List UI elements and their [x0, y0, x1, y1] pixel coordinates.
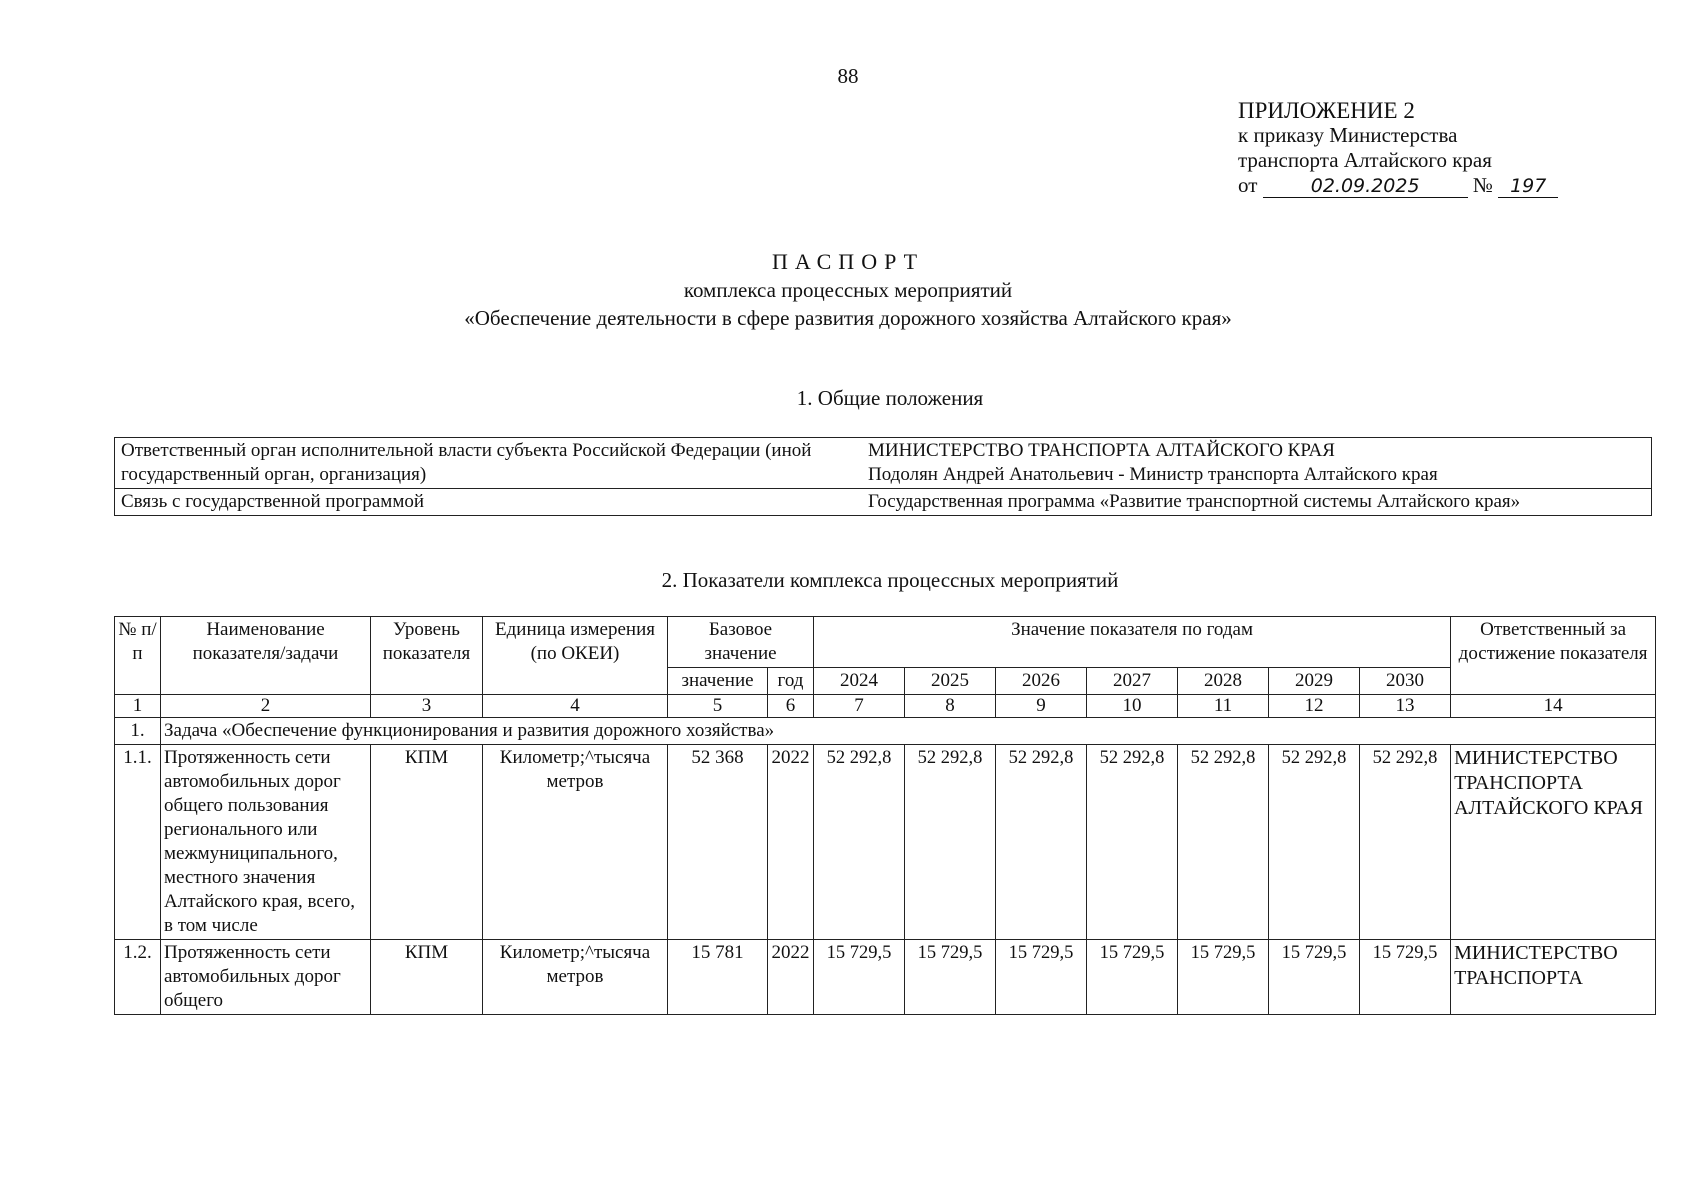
row-level: КПМ [371, 940, 483, 1015]
appendix-line-1: к приказу Министерства [1238, 123, 1458, 147]
document-subtitle: комплекса процессных мероприятий [683, 278, 1013, 302]
responsible-person: Подолян Андрей Анатольевич - Министр транспорта Алтайского края [868, 464, 1438, 485]
header-by-years: Значение показателя по годам [814, 617, 1451, 668]
row-base-year: 2022 [768, 745, 814, 940]
header-name: Наименование показателя/задачи [161, 617, 371, 695]
row-base-value: 52 368 [668, 745, 768, 940]
document-name: «Обеспечение деятельности в сфере развития дорожного хозяйства Алтайского края» [464, 306, 1232, 330]
column-number: 6 [768, 695, 814, 718]
number-label: № [1472, 173, 1493, 197]
row-value: 15 729,5 [1087, 940, 1178, 1015]
row-value: 15 729,5 [996, 940, 1087, 1015]
column-number: 3 [371, 695, 483, 718]
general-row-value: Государственная программа «Развитие транспортной системы Алтайского края» [862, 489, 1652, 516]
appendix-line-2: транспорта Алтайского края [1238, 148, 1492, 172]
document-title: ПАСПОРТ [771, 249, 925, 274]
row-value: 52 292,8 [1178, 745, 1269, 940]
column-number: 13 [1360, 695, 1451, 718]
page-number: 88 [837, 64, 859, 88]
appendix-block [1238, 98, 1558, 198]
column-number-row [115, 695, 1656, 718]
indicators-table [114, 616, 1655, 1015]
header-year: 2025 [905, 668, 996, 695]
row-value: 52 292,8 [814, 745, 905, 940]
section-1-heading: 1. Общие положения [796, 386, 984, 410]
row-value: 15 729,5 [1269, 940, 1360, 1015]
general-row [115, 438, 1652, 489]
column-number: 8 [905, 695, 996, 718]
column-number: 7 [814, 695, 905, 718]
row-name: Протяженность сети автомобильных дорог общего пользования регионального или межмуниципального, местного значения Алтайского края, всего, в том числе [161, 745, 371, 940]
header-year: 2030 [1360, 668, 1451, 695]
table-row [115, 745, 1656, 940]
task-text: Задача «Обеспечение функционирования и развития дорожного хозяйства» [161, 718, 1656, 745]
header-year: 2029 [1269, 668, 1360, 695]
column-number: 12 [1269, 695, 1360, 718]
header-year: 2024 [814, 668, 905, 695]
row-value: 15 729,5 [814, 940, 905, 1015]
header-unit: Единица измерения (по ОКЕИ) [483, 617, 668, 695]
row-unit: Километр;^тысяча метров [483, 940, 668, 1015]
row-value: 15 729,5 [1360, 940, 1451, 1015]
row-responsible: МИНИСТЕРСТВО ТРАНСПОРТА [1451, 940, 1656, 1015]
header-responsible: Ответственный за достижение показателя [1451, 617, 1656, 695]
order-date: 02.09.2025 [1263, 175, 1468, 198]
header-base-year: год [768, 668, 814, 695]
row-value: 52 292,8 [996, 745, 1087, 940]
row-base-value: 15 781 [668, 940, 768, 1015]
section-2-heading: 2. Показатели комплекса процессных мероприятий [661, 568, 1119, 592]
column-number: 2 [161, 695, 371, 718]
column-number: 11 [1178, 695, 1269, 718]
row-value: 15 729,5 [905, 940, 996, 1015]
general-row-label: Ответственный орган исполнительной власти субъекта Российской Федерации (иной государственный орган, организация) [115, 438, 863, 489]
document-title-block [0, 248, 1696, 332]
from-label: от [1238, 173, 1258, 197]
column-number: 14 [1451, 695, 1656, 718]
row-num: 1.1. [115, 745, 161, 940]
general-row-value [862, 438, 1652, 489]
header-num: № п/п [115, 617, 161, 695]
column-number: 5 [668, 695, 768, 718]
order-number: 197 [1498, 175, 1558, 198]
header-level: Уровень показателя [371, 617, 483, 695]
column-number: 9 [996, 695, 1087, 718]
header-base-value: значение [668, 668, 768, 695]
appendix-title: ПРИЛОЖЕНИЕ 2 [1238, 98, 1415, 123]
general-row [115, 489, 1652, 516]
header-year: 2027 [1087, 668, 1178, 695]
header-year: 2026 [996, 668, 1087, 695]
row-value: 15 729,5 [1178, 940, 1269, 1015]
column-number: 1 [115, 695, 161, 718]
column-number: 4 [483, 695, 668, 718]
general-row-label: Связь с государственной программой [115, 489, 863, 516]
row-name: Протяженность сети автомобильных дорог общего [161, 940, 371, 1015]
appendix-order-line [1238, 173, 1558, 198]
row-value: 52 292,8 [1087, 745, 1178, 940]
row-level: КПМ [371, 745, 483, 940]
column-number: 10 [1087, 695, 1178, 718]
header-year: 2028 [1178, 668, 1269, 695]
task-row [115, 718, 1656, 745]
row-responsible: МИНИСТЕРСТВО ТРАНСПОРТА АЛТАЙСКОГО КРАЯ [1451, 745, 1656, 940]
header-base: Базовое значение [668, 617, 814, 668]
general-provisions-table [114, 437, 1652, 516]
table-row [115, 940, 1656, 1015]
row-unit: Километр;^тысяча метров [483, 745, 668, 940]
row-value: 52 292,8 [1360, 745, 1451, 940]
task-num: 1. [115, 718, 161, 745]
row-value: 52 292,8 [1269, 745, 1360, 940]
row-base-year: 2022 [768, 940, 814, 1015]
row-num: 1.2. [115, 940, 161, 1015]
responsible-body: МИНИСТЕРСТВО ТРАНСПОРТА АЛТАЙСКОГО КРАЯ [868, 440, 1335, 461]
row-value: 52 292,8 [905, 745, 996, 940]
